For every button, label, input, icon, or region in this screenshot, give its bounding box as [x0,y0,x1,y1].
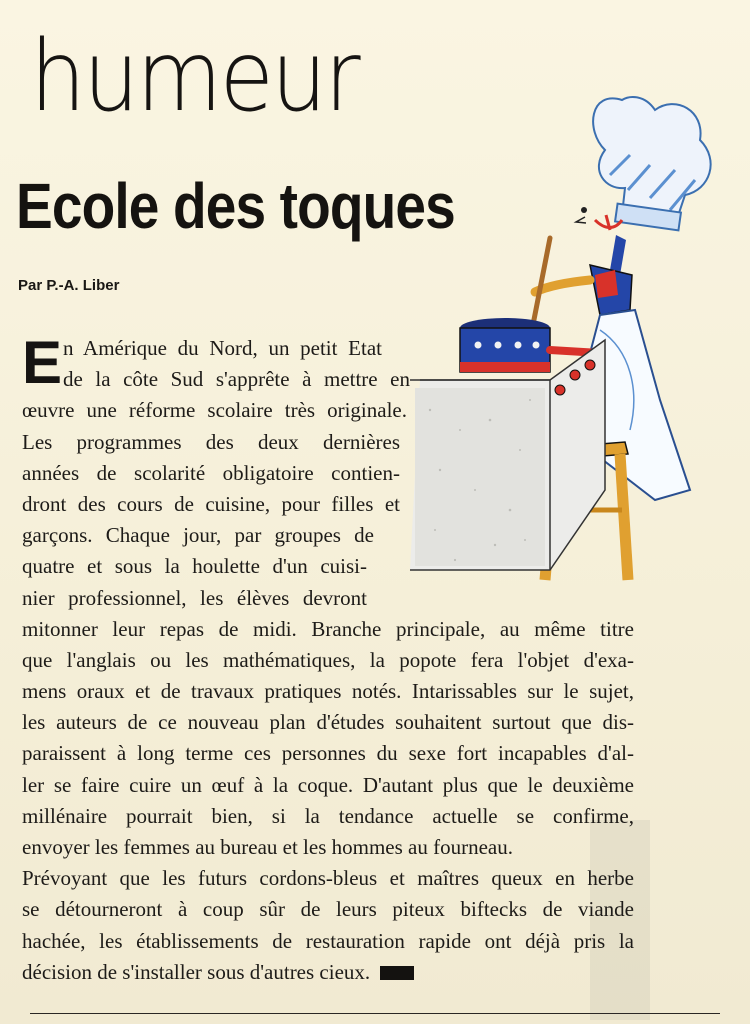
body-line: paraissent à long terme ces personnes du sexe fort incapables d'al- [22,741,634,766]
body-line: hachée, les établissements de restauration rapide ont déjà pris la [22,928,634,953]
bleed-through-shadow [590,820,650,1020]
body-line: nier professionnel, les élèves devront [22,585,367,610]
body-line: les auteurs de ce nouveau plan d'études souhaitent surtout que dis- [22,710,634,735]
drop-cap: E [22,329,63,396]
section-rubric: humeur [30,20,358,134]
end-of-article-mark [380,966,414,980]
body-line-text: décision de s'installer sous d'autres cieux. [22,959,371,984]
body-line: de la côte Sud s'apprête à mettre en [63,367,410,392]
body-line: mitonner leur repas de midi. Branche principale, au même titre [22,616,634,641]
byline: Par P.-A. Liber [18,277,120,294]
article-body [22,329,634,988]
body-line: œuvre une réforme scolaire très originale. [22,398,407,423]
chef-hat [593,97,711,230]
body-line: quatre et sous la houlette d'un cuisi- [22,554,367,579]
body-line: mens oraux et de travaux pratiques notés. Intarissables sur le sujet, [22,679,634,704]
body-line: n Amérique du Nord, un petit Etat [63,336,382,360]
body-line: garçons. Chaque jour, par groupes de [22,523,374,548]
body-line: que l'anglais ou les mathématiques, la popote fera l'objet d'exa- [22,647,634,672]
body-line: dront des cours de cuisine, pour filles et [22,491,400,516]
body-line: se détourneront à coup sûr de leurs piteux biftecks de viande [22,897,634,922]
body-line: Prévoyant que les futurs cordons-bleus et maîtres queux en herbe [22,866,634,891]
article-headline: Ecole des toques [16,170,455,242]
body-line: envoyer les femmes au bureau et les hommes au fourneau. [22,835,513,859]
body-line: ler se faire cuire un œuf à la coque. D'autant plus que le deuxième [22,772,634,797]
body-line: années de scolarité obligatoire contien- [22,460,400,485]
bottom-rule [30,1013,720,1014]
body-line: Les programmes des deux dernières [22,429,400,454]
body-line: millénaire pourrait bien, si la tendance actuelle se confirme, [22,803,634,828]
body-line-final [22,957,634,988]
